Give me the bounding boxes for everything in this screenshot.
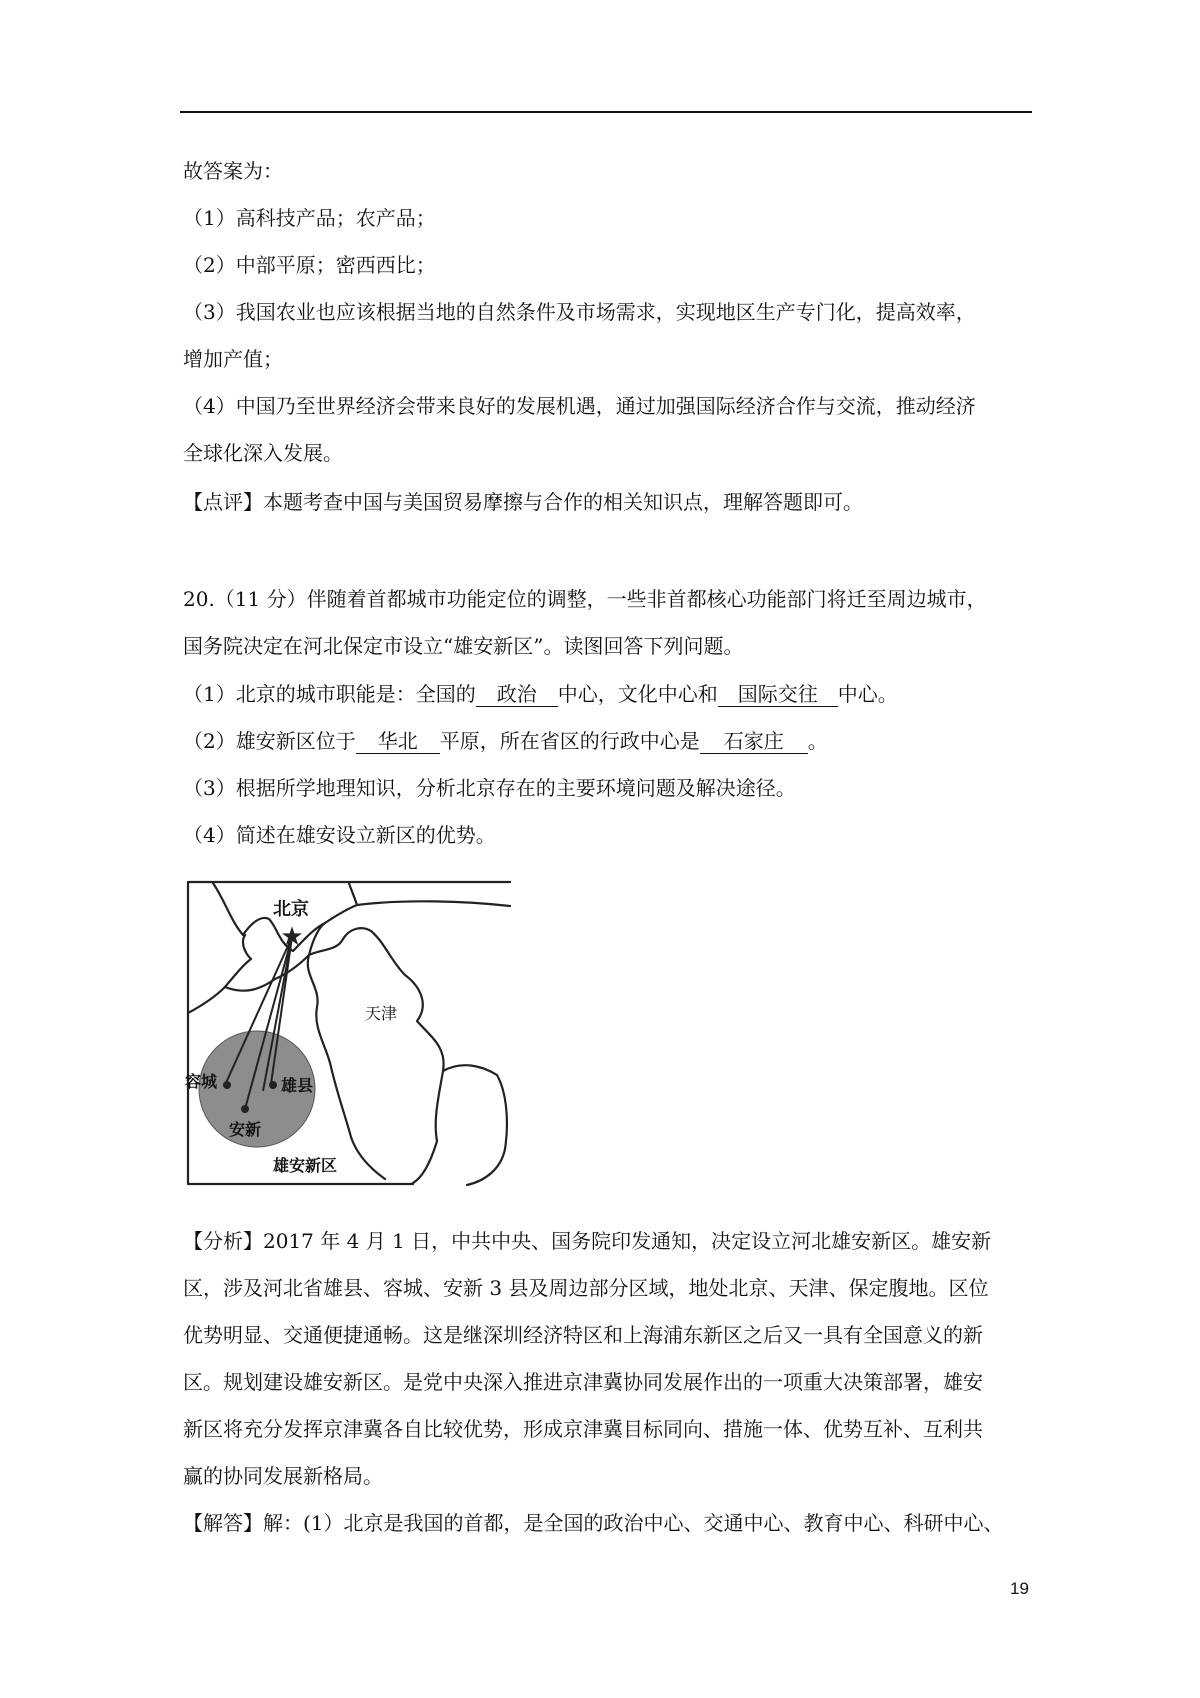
q20-sub-2-text-a: （2）雄安新区位于 [183, 729, 356, 753]
beijing-star-icon: ★ [280, 922, 304, 952]
q20-stem-line-2: 国务院决定在河北保定市设立“雄安新区”。读图回答下列问题。 [183, 634, 744, 658]
answer-4-line-1: （4）中国乃至世界经济会带来良好的发展机遇，通过加强国际经济合作与交流，推动经济 [183, 394, 976, 418]
q20-sub-2-text-b: 平原，所在省区的行政中心是 [439, 729, 700, 753]
tianjin-boundary [309, 928, 444, 1183]
q20-stem-line-1: 20.（11 分）伴随着首都城市功能定位的调整，一些非首都核心功能部门将迁至周边城市， [183, 587, 987, 611]
answer-3-line-1: （3）我国农业也应该根据当地的自然条件及市场需求，实现地区生产专门化，提高效率， [183, 300, 976, 324]
answer-4-line-2: 全球化深入发展。 [183, 441, 343, 465]
page-number: 19 [1010, 1579, 1029, 1598]
rongcheng-dot [223, 1081, 231, 1089]
analysis-line-6: 赢的协同发展新格局。 [183, 1464, 383, 1488]
analysis-line-3: 优势明显、交通便捷通畅。这是继深圳经济特区和上海浦东新区之后又一具有全国意义的新 [183, 1323, 983, 1347]
coast-line [443, 1065, 507, 1185]
label-xiongan: 雄安新区 [273, 1156, 338, 1175]
answer-intro: 故答案为： [183, 159, 283, 183]
answer-3-line-2: 增加产值； [183, 347, 283, 371]
label-anxin: 安新 [229, 1120, 262, 1139]
analysis-line-1: 【分析】2017 年 4 月 1 日，中共中央、国务院印发通知，决定设立河北雄安新区。雄安新 [183, 1229, 992, 1253]
shore-top [357, 901, 510, 906]
hebei-boundary-west [188, 935, 251, 1013]
comment: 【点评】本题考查中国与美国贸易摩擦与合作的相关知识点，理解答题即可。 [183, 490, 863, 514]
q20-sub-4: （4）简述在雄安设立新区的优势。 [183, 823, 496, 847]
analysis-line-5: 新区将充分发挥京津冀各自比较优势，形成京津冀目标同向、措施一体、优势互补、互利共 [183, 1417, 983, 1441]
q20-sub-2-text-c: 。 [807, 729, 828, 753]
q20-sub-3: （3）根据所学地理知识，分析北京存在的主要环境问题及解决途径。 [183, 776, 796, 800]
q20-sub-2 [183, 727, 828, 755]
blank-answer-north-china: 华北 [356, 729, 440, 754]
blank-answer-shijiazhuang: 石家庄 [700, 729, 808, 754]
tianjin-west-boundary [308, 955, 385, 1179]
q20-sub-1 [183, 680, 898, 708]
label-tianjin: 天津 [365, 1004, 398, 1023]
label-xiongxian: 雄县 [281, 1076, 314, 1095]
answer-2: （2）中部平原；密西西比； [183, 253, 436, 277]
answer-1: （1）高科技产品；农产品； [183, 206, 436, 230]
analysis-line-2: 区，涉及河北省雄县、容城、安新 3 县及周边部分区域，地处北京、天津、保定腹地。区位 [183, 1276, 989, 1300]
solution-line-1: 【解答】解：(1）北京是我国的首都，是全国的政治中心、交通中心、教育中心、科研中心、 [183, 1511, 1004, 1535]
q20-sub-1-text-b: 中心，文化中心和 [557, 682, 718, 706]
xiongan-map [185, 879, 515, 1189]
q20-sub-1-text-c: 中心。 [837, 682, 898, 706]
q20-sub-1-text-a: （1）北京的城市职能是：全国的 [183, 682, 476, 706]
xiongxian-dot [269, 1081, 277, 1089]
label-rongcheng: 容城 [185, 1072, 218, 1091]
blank-answer-international: 国际交往 [718, 682, 838, 707]
blank-answer-politics: 政治 [476, 682, 558, 707]
anxin-dot [241, 1105, 249, 1113]
label-beijing: 北京 [273, 899, 309, 920]
analysis-line-4: 区。规划建设雄安新区。是党中央深入推进京津冀协同发展作出的一项重大决策部署，雄安 [183, 1370, 983, 1394]
header-rule [180, 111, 1032, 113]
